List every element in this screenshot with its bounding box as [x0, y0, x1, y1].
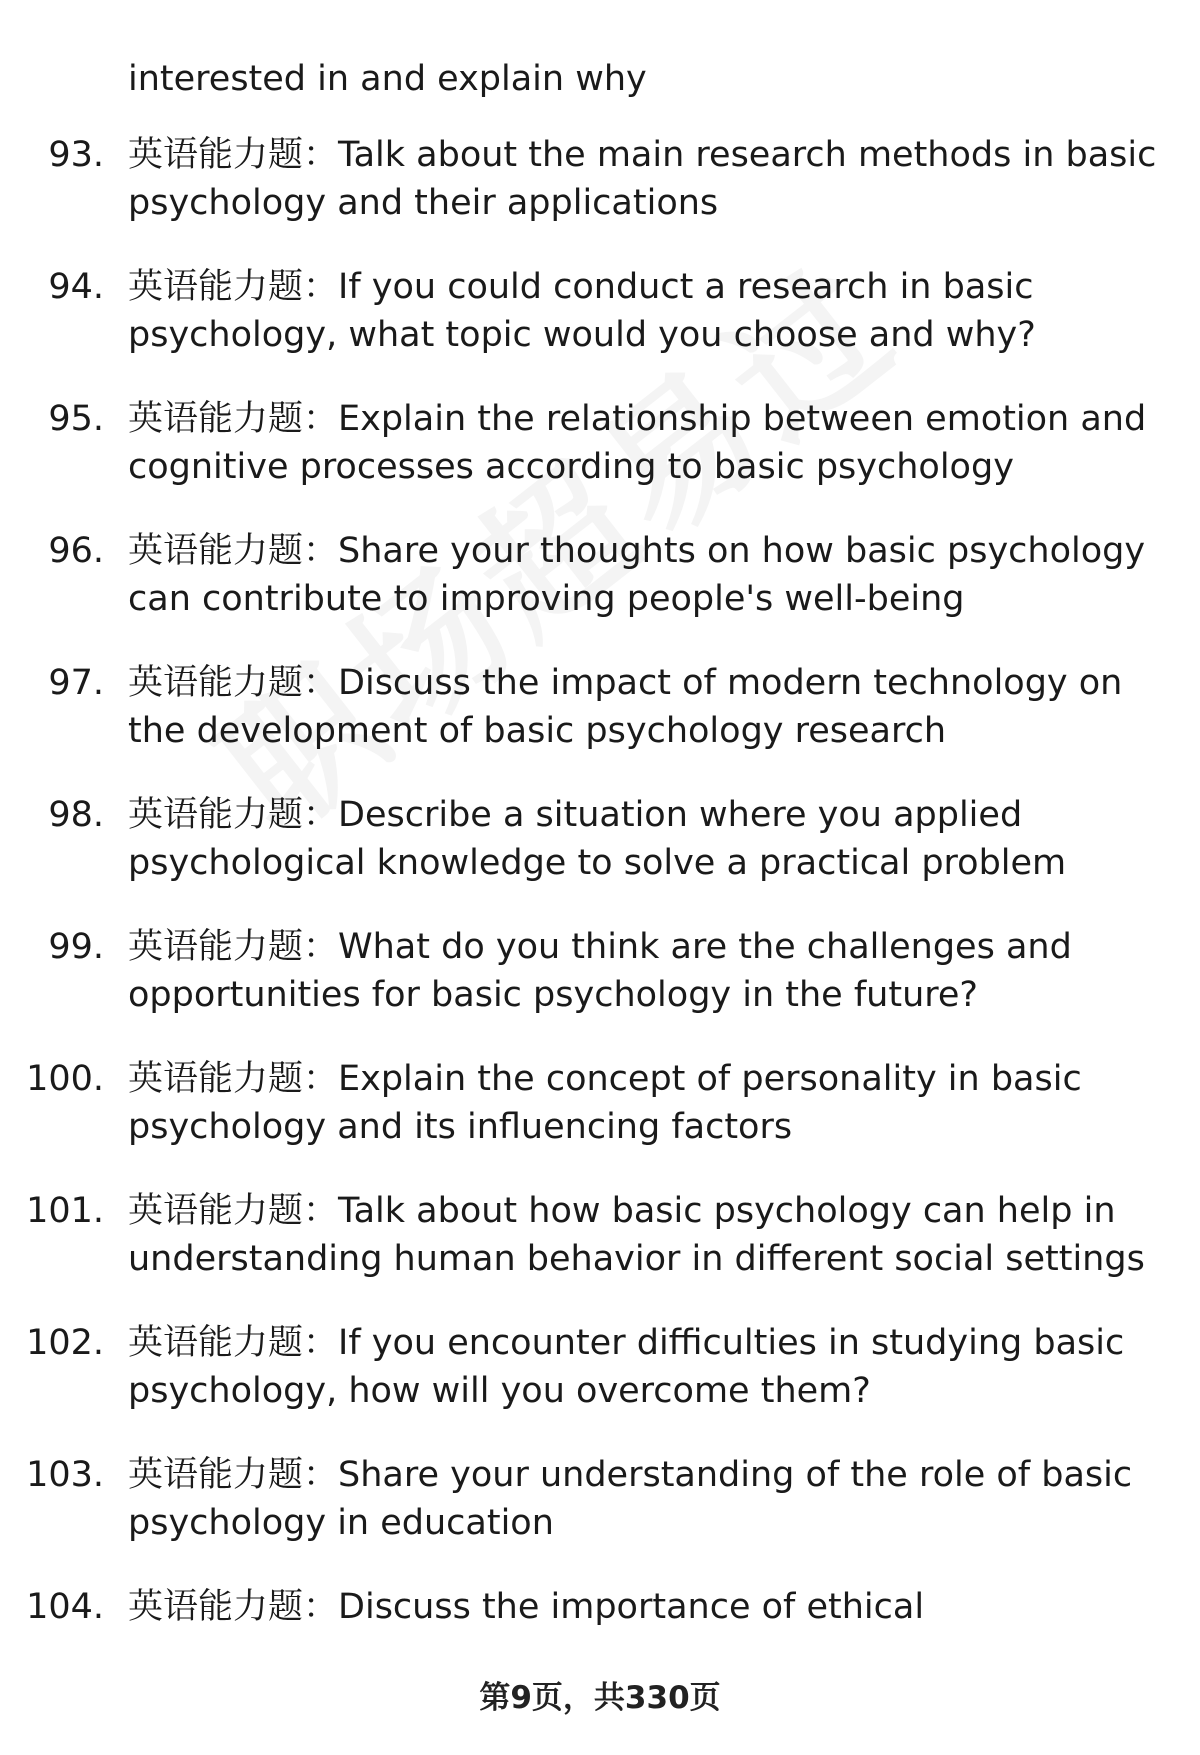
question-line-2: cognitive processes according to basic psychology — [128, 447, 1014, 487]
question-number: 100. — [26, 1059, 104, 1099]
page-footer: 第9页，共330页 — [479, 1680, 721, 1716]
question-line-2: psychology, what topic would you choose and why? — [128, 315, 1036, 355]
question-line-1: Discuss the impact of modern technology on — [338, 663, 1123, 703]
question-line-2: psychological knowledge to solve a practical problem — [128, 843, 1067, 883]
question-text — [128, 1187, 1158, 1283]
question-text — [128, 395, 1158, 491]
question-number: 99. — [48, 927, 104, 967]
question-line-2: psychology and its influencing factors — [128, 1107, 793, 1147]
question-prefix: 英语能力题： — [128, 927, 339, 967]
question-text — [128, 1055, 1158, 1151]
question-text — [128, 791, 1158, 887]
question-line-1: If you encounter difficulties in studying basic — [338, 1323, 1125, 1363]
question-prefix: 英语能力题： — [128, 1059, 339, 1099]
question-number: 103. — [26, 1455, 104, 1495]
question-line-2: psychology in education — [128, 1503, 554, 1543]
question-number: 93. — [48, 135, 104, 175]
question-line-2: psychology and their applications — [128, 183, 719, 223]
question-prefix: 英语能力题： — [128, 795, 339, 835]
question-line-1: If you could conduct a research in basic — [338, 267, 1034, 307]
question-text — [128, 263, 1158, 359]
question-number: 101. — [26, 1191, 104, 1231]
question-line-1: Talk about how basic psychology can help in — [338, 1191, 1116, 1231]
continued-text: interested in and explain why — [128, 59, 647, 99]
question-text — [128, 659, 1158, 755]
question-text — [128, 527, 1158, 623]
question-line-1: Describe a situation where you applied — [338, 795, 1023, 835]
question-prefix: 英语能力题： — [128, 531, 339, 571]
question-number: 95. — [48, 399, 104, 439]
question-text — [128, 131, 1158, 227]
question-text — [128, 1319, 1158, 1415]
question-text — [128, 1451, 1158, 1547]
question-line-2: the development of basic psychology research — [128, 711, 947, 751]
question-line-2: understanding human behavior in different social settings — [128, 1239, 1145, 1279]
question-prefix: 英语能力题： — [128, 1587, 339, 1627]
question-number: 94. — [48, 267, 104, 307]
question-number: 97. — [48, 663, 104, 703]
question-text — [128, 923, 1158, 1019]
question-line-1: Discuss the importance of ethical — [338, 1587, 925, 1627]
question-text — [128, 1583, 1158, 1631]
question-prefix: 英语能力题： — [128, 267, 339, 307]
question-prefix: 英语能力题： — [128, 399, 339, 439]
question-line-2: opportunities for basic psychology in the future? — [128, 975, 978, 1015]
question-line-1: Talk about the main research methods in basic — [338, 135, 1157, 175]
question-number: 104. — [26, 1587, 104, 1627]
question-line-1: Explain the concept of personality in basic — [338, 1059, 1082, 1099]
question-line-1: Share your thoughts on how basic psychology — [338, 531, 1146, 571]
question-prefix: 英语能力题： — [128, 663, 339, 703]
question-line-1: Share your understanding of the role of basic — [338, 1455, 1133, 1495]
question-prefix: 英语能力题： — [128, 1455, 339, 1495]
question-line-2: psychology, how will you overcome them? — [128, 1371, 871, 1411]
question-number: 98. — [48, 795, 104, 835]
question-line-2: can contribute to improving people's well-being — [128, 579, 965, 619]
question-number: 96. — [48, 531, 104, 571]
question-prefix: 英语能力题： — [128, 1191, 339, 1231]
question-line-1: What do you think are the challenges and — [338, 927, 1072, 967]
question-prefix: 英语能力题： — [128, 135, 339, 175]
question-line-1: Explain the relationship between emotion and — [338, 399, 1147, 439]
question-number: 102. — [26, 1323, 104, 1363]
question-prefix: 英语能力题： — [128, 1323, 339, 1363]
